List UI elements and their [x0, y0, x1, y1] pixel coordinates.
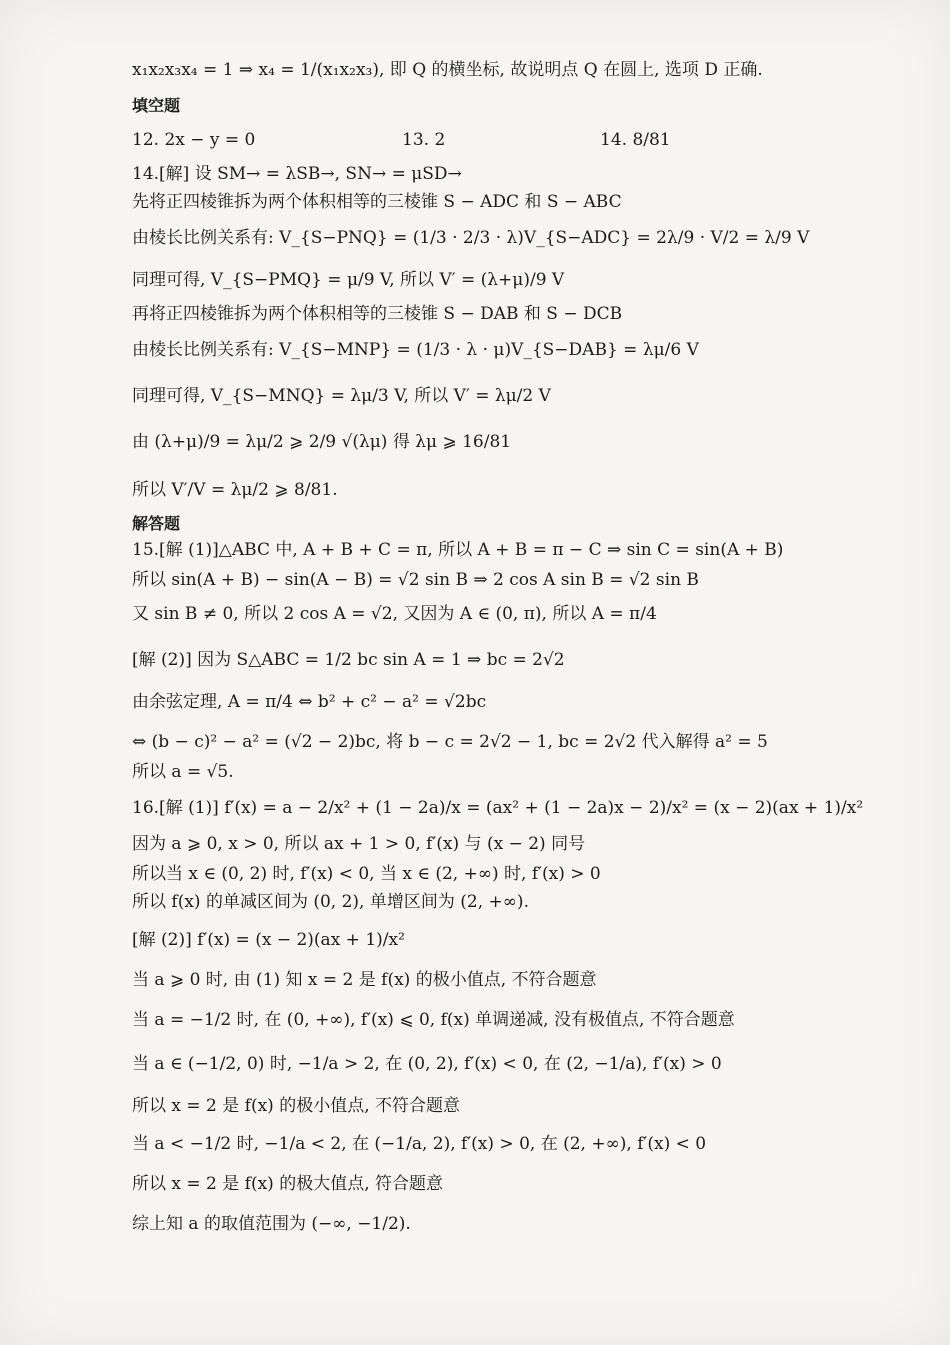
text-line: 由余弦定理, A = π/4 ⇔ b² + c² − a² = √2bc	[132, 692, 487, 712]
text-line: 同理可得, V_{S−PMQ} = μ/9 V, 所以 V′ = (λ+μ)/9 V	[132, 270, 565, 290]
text-line: 16.[解 (1)] f′(x) = a − 2/x² + (1 − 2a)/x = (ax² + (1 − 2a)x − 2)/x² = (x − 2)(ax + 1)/x²	[132, 798, 864, 818]
text-line: 15.[解 (1)]△ABC 中, A + B + C = π, 所以 A + B = π − C ⇒ sin C = sin(A + B)	[132, 540, 784, 560]
text-line: 同理可得, V_{S−MNQ} = λμ/3 V, 所以 V′ = λμ/2 V	[132, 386, 551, 406]
section-heading-fill-in: 填空题	[132, 96, 181, 115]
text-line: 所以 a = √5.	[132, 762, 234, 782]
text-line: 所以 x = 2 是 f(x) 的极大值点, 符合题意	[132, 1174, 444, 1194]
text-line: 当 a ⩾ 0 时, 由 (1) 知 x = 2 是 f(x) 的极小值点, 不符合题意	[132, 970, 597, 990]
text-line: 所以 f(x) 的单减区间为 (0, 2), 单增区间为 (2, +∞).	[132, 892, 529, 912]
text-line: [解 (2)] 因为 S△ABC = 1/2 bc sin A = 1 ⇒ bc = 2√2	[132, 650, 565, 670]
section-heading-solve: 解答题	[132, 514, 181, 533]
text-line: 所以当 x ∈ (0, 2) 时, f′(x) < 0, 当 x ∈ (2, +∞) 时, f′(x) > 0	[132, 864, 601, 884]
answer-13: 13. 2	[402, 130, 446, 150]
text-line: 由 (λ+μ)/9 = λμ/2 ⩾ 2/9 √(λμ) 得 λμ ⩾ 16/81	[132, 432, 512, 452]
text-line: 当 a ∈ (−1/2, 0) 时, −1/a > 2, 在 (0, 2), f′(x) < 0, 在 (2, −1/a), f′(x) > 0	[132, 1054, 722, 1074]
text-line: 14.[解] 设 SM→ = λSB→, SN→ = μSD→	[132, 164, 462, 184]
text-line: 先将正四棱锥拆为两个体积相等的三棱锥 S − ADC 和 S − ABC	[132, 192, 622, 212]
text-line: 所以 x = 2 是 f(x) 的极小值点, 不符合题意	[132, 1096, 461, 1116]
answer-12: 12. 2x − y = 0	[132, 130, 256, 150]
text-line: 所以 V′/V = λμ/2 ⩾ 8/81.	[132, 480, 338, 500]
text-line: 因为 a ⩾ 0, x > 0, 所以 ax + 1 > 0, f′(x) 与 (x − 2) 同号	[132, 834, 586, 854]
text-line: x₁x₂x₃x₄ = 1 ⇒ x₄ = 1/(x₁x₂x₃), 即 Q 的横坐标, 故说明点 Q 在圆上, 选项 D 正确.	[132, 60, 763, 80]
text-line: 当 a < −1/2 时, −1/a < 2, 在 (−1/a, 2), f′(x) > 0, 在 (2, +∞), f′(x) < 0	[132, 1134, 707, 1154]
text-line: ⇔ (b − c)² − a² = (√2 − 2)bc, 将 b − c = 2√2 − 1, bc = 2√2 代入解得 a² = 5	[132, 732, 768, 752]
text-line: 再将正四棱锥拆为两个体积相等的三棱锥 S − DAB 和 S − DCB	[132, 304, 623, 324]
text-line: 当 a = −1/2 时, 在 (0, +∞), f′(x) ⩽ 0, f(x) 单调递减, 没有极值点, 不符合题意	[132, 1010, 735, 1030]
text-line: 所以 sin(A + B) − sin(A − B) = √2 sin B ⇒ 2 cos A sin B = √2 sin B	[132, 570, 699, 590]
answer-14: 14. 8/81	[600, 130, 671, 150]
text-line: 又 sin B ≠ 0, 所以 2 cos A = √2, 又因为 A ∈ (0, π), 所以 A = π/4	[132, 604, 657, 624]
text-line: 由棱长比例关系有: V_{S−MNP} = (1/3 · λ · μ)V_{S−DAB} = λμ/6 V	[132, 340, 699, 360]
text-line: [解 (2)] f′(x) = (x − 2)(ax + 1)/x²	[132, 930, 405, 950]
text-line: 由棱长比例关系有: V_{S−PNQ} = (1/3 · 2/3 · λ)V_{S−ADC} = 2λ/9 · V/2 = λ/9 V	[132, 228, 810, 248]
text-line: 综上知 a 的取值范围为 (−∞, −1/2).	[132, 1214, 411, 1234]
